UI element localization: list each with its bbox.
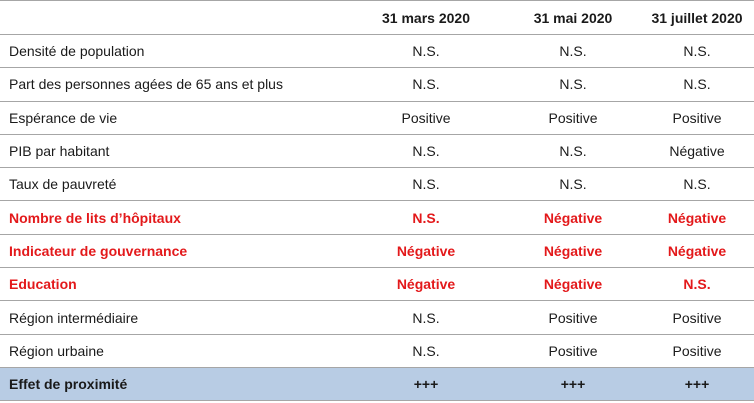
cell-value: N.S.: [506, 68, 640, 101]
table-row: [0, 301, 754, 334]
header-row: [0, 1, 754, 35]
cell-value: N.S.: [346, 168, 506, 201]
summary-row: [0, 367, 754, 400]
row-label: Nombre de lits d’hôpitaux: [0, 201, 346, 234]
cell-value: Négative: [346, 268, 506, 301]
table-row: [0, 68, 754, 101]
table-row-highlighted: [0, 268, 754, 301]
cell-value: Positive: [506, 101, 640, 134]
row-label: Taux de pauvreté: [0, 168, 346, 201]
row-label: Effet de proximité: [0, 367, 346, 400]
cell-value: N.S.: [346, 68, 506, 101]
row-label: PIB par habitant: [0, 134, 346, 167]
cell-value: Négative: [640, 234, 754, 267]
cell-value: Positive: [640, 301, 754, 334]
table-row: [0, 101, 754, 134]
cell-value: Positive: [640, 334, 754, 367]
cell-value: N.S.: [346, 201, 506, 234]
table-row: [0, 334, 754, 367]
row-label: Région urbaine: [0, 334, 346, 367]
cell-value: +++: [506, 367, 640, 400]
row-label: Education: [0, 268, 346, 301]
table-row: [0, 35, 754, 68]
cell-value: N.S.: [506, 35, 640, 68]
header-cell-label: [0, 1, 346, 35]
cell-value: N.S.: [506, 168, 640, 201]
cell-value: N.S.: [640, 268, 754, 301]
cell-value: N.S.: [640, 35, 754, 68]
table-row: [0, 134, 754, 167]
cell-value: Positive: [640, 101, 754, 134]
header-cell-mai: 31 mai 2020: [506, 1, 640, 35]
row-label: Part des personnes agées de 65 ans et plus: [0, 68, 346, 101]
cell-value: N.S.: [506, 134, 640, 167]
cell-value: N.S.: [346, 134, 506, 167]
header-cell-mars: 31 mars 2020: [346, 1, 506, 35]
row-label: Indicateur de gouvernance: [0, 234, 346, 267]
cell-value: N.S.: [640, 168, 754, 201]
cell-value: Négative: [640, 201, 754, 234]
cell-value: Négative: [346, 234, 506, 267]
cell-value: N.S.: [346, 35, 506, 68]
cell-value: Positive: [346, 101, 506, 134]
table-row-highlighted: [0, 234, 754, 267]
cell-value: N.S.: [346, 334, 506, 367]
cell-value: +++: [346, 367, 506, 400]
row-label: Région intermédiaire: [0, 301, 346, 334]
row-label: Espérance de vie: [0, 101, 346, 134]
cell-value: Négative: [506, 201, 640, 234]
cell-value: +++: [640, 367, 754, 400]
cell-value: Négative: [640, 134, 754, 167]
cell-value: Négative: [506, 234, 640, 267]
table-row: [0, 168, 754, 201]
cell-value: Positive: [506, 334, 640, 367]
header-cell-juillet: 31 juillet 2020: [640, 1, 754, 35]
cell-value: N.S.: [346, 301, 506, 334]
row-label: Densité de population: [0, 35, 346, 68]
cell-value: Positive: [506, 301, 640, 334]
table-row-highlighted: [0, 201, 754, 234]
cell-value: Négative: [506, 268, 640, 301]
cell-value: N.S.: [640, 68, 754, 101]
